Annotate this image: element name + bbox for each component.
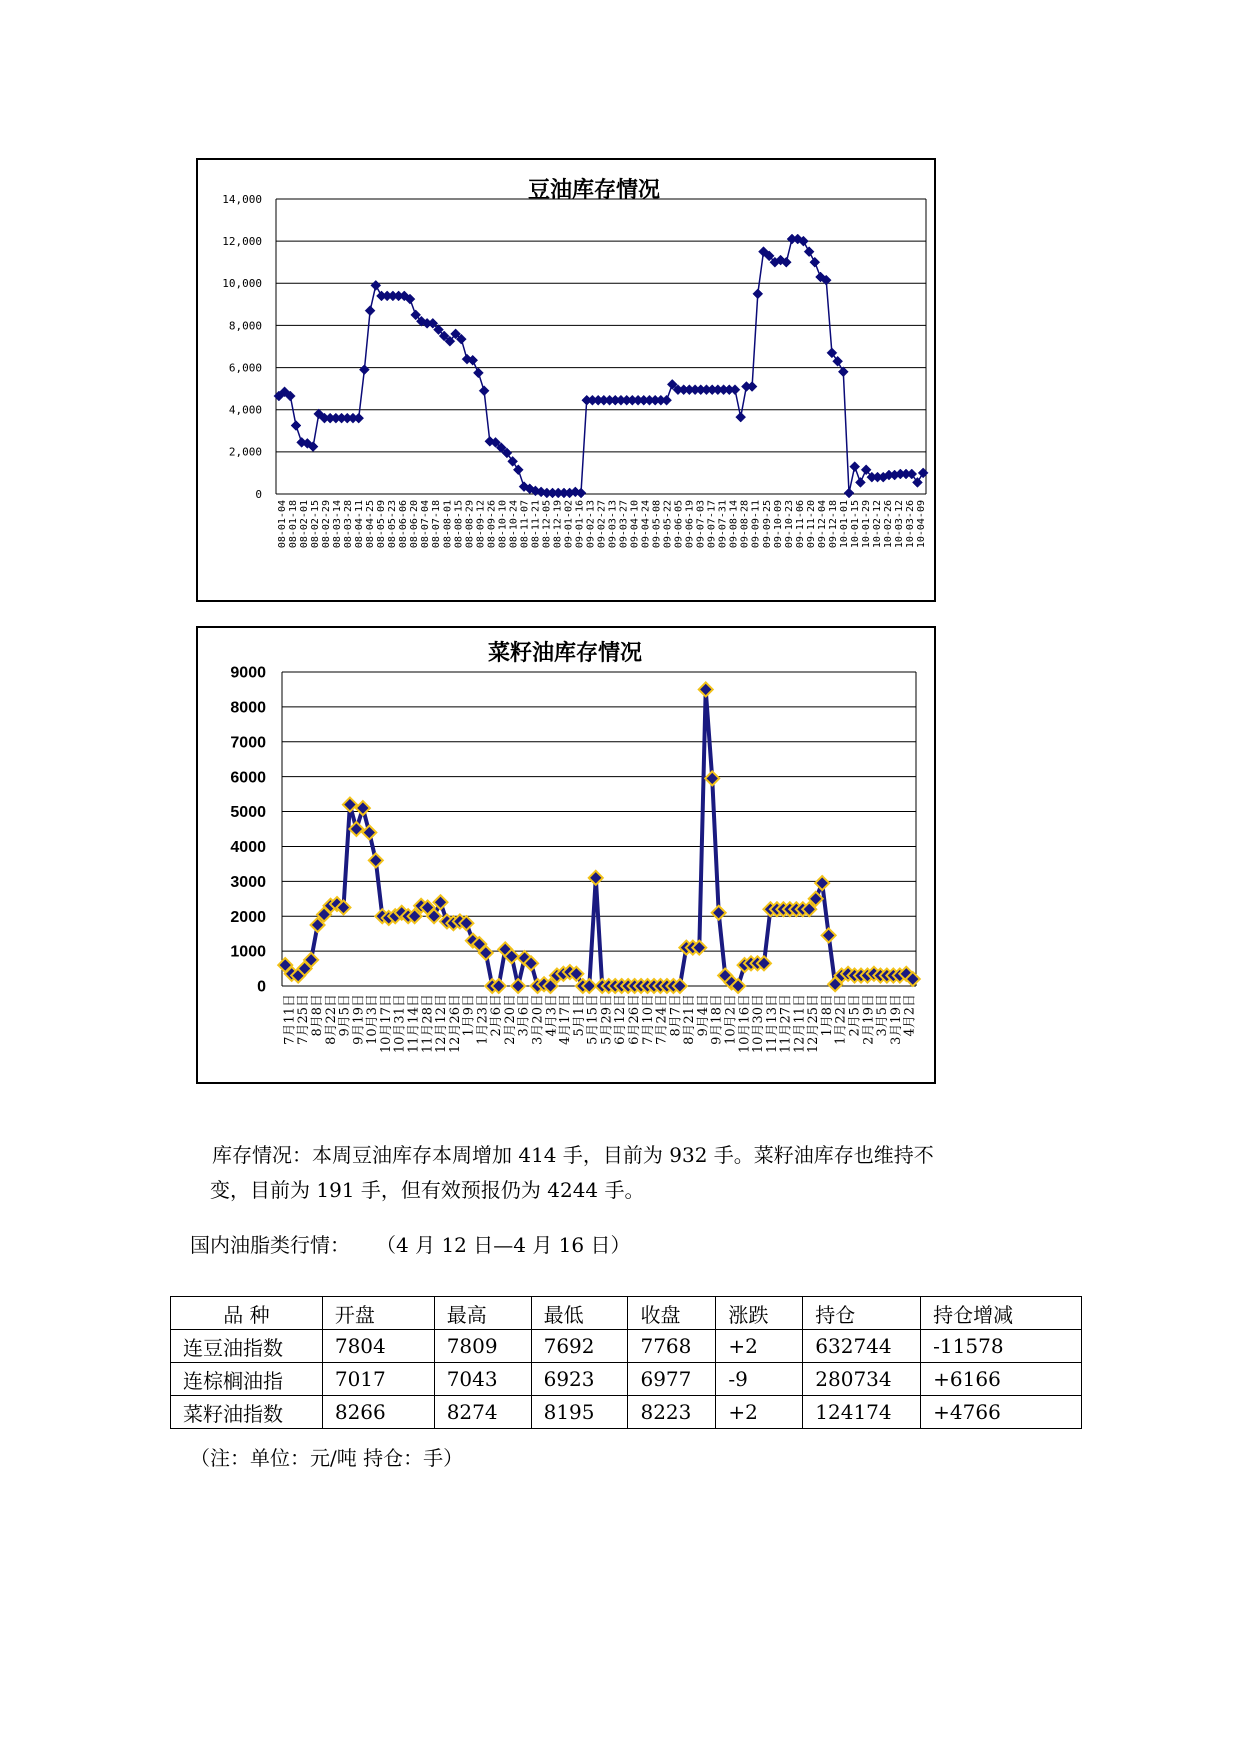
x-tick-label: 09-02-27 — [596, 500, 608, 549]
x-tick-label: 09-07-03 — [695, 500, 707, 549]
data-point — [511, 979, 525, 993]
data-point — [343, 798, 357, 812]
data-point — [747, 382, 757, 392]
x-tick-label: 11月13日 — [764, 994, 780, 1054]
data-point — [699, 682, 713, 696]
x-tick-label: 08-11-07 — [519, 500, 531, 549]
x-tick-label: 08-03-28 — [343, 500, 355, 549]
x-tick-label: 7月11日 — [282, 994, 298, 1045]
soybean-oil-chart-svg — [198, 160, 934, 600]
x-tick-label: 08-08-29 — [464, 500, 476, 549]
x-tick-label: 09-03-13 — [607, 500, 619, 549]
x-tick-label: 3月5日 — [875, 994, 891, 1037]
y-tick-label: 9000 — [230, 664, 266, 682]
table-header-row — [171, 1297, 1082, 1330]
x-tick-label: 09-12-18 — [827, 500, 839, 549]
data-point — [354, 413, 364, 423]
rapeseed-oil-chart-svg — [198, 628, 934, 1082]
x-tick-label: 1月9日 — [461, 994, 477, 1037]
unit-note: （注：单位：元/吨 持仓：手） — [190, 1446, 464, 1470]
table-row — [171, 1396, 1082, 1429]
x-tick-label: 8月22日 — [323, 994, 339, 1045]
y-tick-label: 8000 — [230, 699, 266, 717]
cell-open-interest: 124174 — [803, 1396, 921, 1429]
x-tick-label: 3月20日 — [530, 994, 546, 1045]
data-point — [356, 801, 370, 815]
oil-quotes-table — [170, 1296, 1082, 1429]
x-tick-label: 09-02-13 — [585, 500, 597, 549]
soybean-oil-inventory-chart — [196, 158, 936, 602]
y-tick-label: 8,000 — [228, 319, 262, 333]
x-tick-label: 08-07-18 — [431, 500, 443, 549]
x-tick-label: 1月8日 — [819, 994, 835, 1037]
x-tick-label: 09-06-19 — [684, 500, 696, 549]
x-tick-label: 08-02-29 — [321, 500, 333, 549]
y-tick-label: 0 — [255, 487, 262, 501]
x-tick-label: 5月1日 — [571, 994, 587, 1037]
cell-open-interest: 632744 — [803, 1330, 921, 1363]
x-tick-label: 08-12-19 — [552, 500, 564, 549]
header-low: 最低 — [531, 1297, 628, 1330]
x-tick-label: 6月12日 — [613, 994, 629, 1045]
x-tick-label: 09-05-22 — [662, 500, 674, 549]
x-tick-label: 12月26日 — [447, 994, 463, 1054]
x-tick-label: 08-03-14 — [332, 500, 344, 549]
y-tick-label: 2,000 — [228, 445, 262, 459]
cell-close: 7768 — [628, 1330, 716, 1363]
x-tick-label: 2月6日 — [489, 994, 505, 1037]
y-tick-label: 4,000 — [228, 403, 262, 417]
x-tick-label: 08-09-26 — [486, 500, 498, 549]
data-point — [662, 395, 672, 405]
x-tick-label: 3月19日 — [888, 994, 904, 1045]
market-heading — [190, 1229, 631, 1258]
x-tick-label: 11月14日 — [406, 994, 422, 1054]
y-tick-label: 5000 — [230, 804, 266, 822]
x-tick-label: 09-01-16 — [574, 500, 586, 549]
x-tick-label: 8月8日 — [310, 994, 326, 1037]
cell-change: +2 — [716, 1330, 803, 1363]
y-tick-label: 12,000 — [222, 234, 262, 248]
x-tick-label: 4月17日 — [558, 994, 574, 1045]
header-high: 最高 — [434, 1297, 531, 1330]
data-point — [833, 356, 843, 366]
x-tick-label: 4月2日 — [902, 994, 918, 1037]
y-tick-label: 1000 — [230, 943, 266, 961]
x-tick-label: 3月6日 — [516, 994, 532, 1037]
x-tick-label: 10月3日 — [365, 994, 381, 1045]
data-point — [838, 367, 848, 377]
header-variety: 品 种 — [171, 1297, 323, 1330]
header-open: 开盘 — [322, 1297, 434, 1330]
x-tick-label: 08-01-04 — [277, 500, 289, 549]
data-point — [736, 412, 746, 422]
x-tick-label: 09-09-11 — [750, 500, 762, 549]
x-tick-label: 10-01-15 — [849, 500, 861, 549]
data-point — [918, 468, 928, 478]
y-tick-label: 3000 — [230, 873, 266, 891]
data-point — [371, 280, 381, 290]
data-point — [291, 421, 301, 431]
cell-high: 7809 — [434, 1330, 531, 1363]
x-tick-label: 09-11-06 — [794, 500, 806, 549]
x-tick-label: 9月5日 — [337, 994, 353, 1037]
x-tick-label: 09-10-09 — [772, 500, 784, 549]
x-tick-label: 1月23日 — [475, 994, 491, 1045]
x-tick-label: 09-04-10 — [629, 500, 641, 549]
chart-title: 菜籽油库存情况 — [487, 641, 643, 666]
chart-title: 豆油库存情况 — [527, 178, 661, 203]
data-point — [804, 247, 814, 257]
x-tick-label: 10月30日 — [751, 994, 767, 1054]
x-tick-label: 11月27日 — [778, 994, 794, 1054]
x-tick-label: 08-04-11 — [354, 500, 366, 549]
y-tick-label: 4000 — [230, 839, 266, 857]
x-tick-label: 7月24日 — [654, 994, 670, 1045]
x-tick-label: 08-10-10 — [497, 500, 509, 549]
cell-oi-change: +4766 — [921, 1396, 1082, 1429]
data-point — [479, 386, 489, 396]
x-tick-label: 10-02-12 — [871, 500, 883, 549]
cell-change: -9 — [716, 1363, 803, 1396]
x-tick-label: 08-05-23 — [387, 500, 399, 549]
header-close: 收盘 — [628, 1297, 716, 1330]
x-tick-label: 4月3日 — [544, 994, 560, 1037]
data-point — [815, 876, 829, 890]
x-tick-label: 1月22日 — [833, 994, 849, 1045]
data-point — [844, 488, 854, 498]
inventory-paragraph — [210, 1138, 1000, 1208]
x-tick-label: 09-07-17 — [706, 500, 718, 549]
x-tick-label: 08-09-12 — [475, 500, 487, 549]
data-point — [912, 477, 922, 487]
x-tick-label: 09-05-08 — [651, 500, 663, 549]
cell-low: 7692 — [531, 1330, 628, 1363]
x-tick-label: 08-01-18 — [288, 500, 300, 549]
x-tick-label: 08-06-06 — [398, 500, 410, 549]
data-point — [359, 365, 369, 375]
x-tick-label: 8月21日 — [682, 994, 698, 1045]
table-row — [171, 1363, 1082, 1396]
cell-variety: 连棕榈油指 — [171, 1363, 323, 1396]
x-tick-label: 08-02-01 — [299, 500, 311, 549]
data-point — [907, 469, 917, 479]
x-tick-label: 5月29日 — [599, 994, 615, 1045]
cell-close: 8223 — [628, 1396, 716, 1429]
y-tick-label: 10,000 — [222, 277, 262, 291]
x-tick-label: 9月4日 — [695, 994, 711, 1037]
data-point — [589, 871, 603, 885]
cell-change: +2 — [716, 1396, 803, 1429]
data-point — [753, 289, 763, 299]
cell-open: 7804 — [322, 1330, 434, 1363]
data-point — [705, 771, 719, 785]
y-tick-label: 7000 — [230, 734, 266, 752]
data-point — [855, 477, 865, 487]
x-tick-label: 10-02-26 — [882, 500, 894, 549]
cell-oi-change: -11578 — [921, 1330, 1082, 1363]
x-tick-label: 09-08-28 — [739, 500, 751, 549]
x-tick-label: 2月19日 — [861, 994, 877, 1045]
data-point — [349, 822, 363, 836]
x-tick-label: 12月12日 — [434, 994, 450, 1054]
market-heading-title: 国内油脂类行情： — [190, 1233, 350, 1257]
x-tick-label: 5月15日 — [585, 994, 601, 1045]
x-tick-label: 9月18日 — [709, 994, 725, 1045]
cell-open: 8266 — [322, 1396, 434, 1429]
cell-high: 7043 — [434, 1363, 531, 1396]
data-point — [473, 368, 483, 378]
x-tick-label: 08-11-21 — [530, 500, 542, 549]
y-tick-label: 0 — [257, 978, 266, 996]
y-tick-label: 6,000 — [228, 361, 262, 375]
data-point — [827, 348, 837, 358]
cell-variety: 菜籽油指数 — [171, 1396, 323, 1429]
cell-high: 8274 — [434, 1396, 531, 1429]
data-point — [362, 825, 376, 839]
data-point — [822, 928, 836, 942]
data-point — [850, 462, 860, 472]
header-change: 涨跌 — [716, 1297, 803, 1330]
header-open-interest: 持仓 — [803, 1297, 921, 1330]
cell-oi-change: +6166 — [921, 1363, 1082, 1396]
x-tick-label: 09-01-02 — [563, 500, 575, 549]
x-tick-label: 08-08-01 — [442, 500, 454, 549]
series-line — [285, 689, 913, 986]
data-point — [365, 306, 375, 316]
cell-open: 7017 — [322, 1363, 434, 1396]
x-tick-label: 09-09-25 — [761, 500, 773, 549]
x-tick-label: 2月5日 — [847, 994, 863, 1037]
x-tick-label: 2月20日 — [502, 994, 518, 1045]
x-tick-label: 12月11日 — [792, 994, 808, 1054]
x-tick-label: 08-04-25 — [365, 500, 377, 549]
x-tick-label: 10月31日 — [392, 994, 408, 1054]
x-tick-label: 08-07-04 — [420, 500, 432, 549]
cell-close: 6977 — [628, 1363, 716, 1396]
x-tick-label: 12月25日 — [806, 994, 822, 1054]
x-tick-label: 09-06-05 — [673, 500, 685, 549]
cell-variety: 连豆油指数 — [171, 1330, 323, 1363]
x-tick-label: 09-03-27 — [618, 500, 630, 549]
x-tick-label: 7月10日 — [640, 994, 656, 1045]
x-tick-label: 08-12-05 — [541, 500, 553, 549]
paragraph-line-1: 库存情况：本周豆油库存本周增加 414 手，目前为 932 手。菜籽油库存也维持不 — [212, 1143, 934, 1167]
cell-low: 6923 — [531, 1363, 628, 1396]
x-tick-label: 10-03-12 — [893, 500, 905, 549]
x-tick-label: 10-01-01 — [838, 500, 850, 549]
x-tick-label: 10-01-29 — [860, 500, 872, 549]
header-oi-change: 持仓增减 — [921, 1297, 1082, 1330]
x-tick-label: 10-03-26 — [904, 500, 916, 549]
y-tick-label: 6000 — [230, 769, 266, 787]
x-tick-label: 08-02-15 — [310, 500, 322, 549]
market-heading-date-range: （4 月 12 日—4 月 16 日） — [386, 1233, 631, 1257]
x-tick-label: 11月28日 — [420, 994, 436, 1054]
x-tick-label: 09-04-24 — [640, 500, 652, 549]
x-tick-label: 08-10-24 — [508, 500, 520, 549]
table-row — [171, 1330, 1082, 1363]
x-tick-label: 9月19日 — [351, 994, 367, 1045]
x-tick-label: 09-08-14 — [728, 500, 740, 549]
x-tick-label: 08-08-15 — [453, 500, 465, 549]
x-tick-label: 8月7日 — [668, 994, 684, 1037]
y-tick-label: 14,000 — [222, 192, 262, 206]
x-tick-label: 09-11-20 — [805, 500, 817, 549]
rapeseed-oil-inventory-chart — [196, 626, 936, 1084]
data-point — [712, 906, 726, 920]
x-tick-label: 6月26日 — [627, 994, 643, 1045]
x-tick-label: 10月17日 — [378, 994, 394, 1054]
cell-open-interest: 280734 — [803, 1363, 921, 1396]
data-point — [730, 385, 740, 395]
x-tick-label: 10-04-09 — [915, 500, 927, 549]
x-tick-label: 09-12-04 — [816, 500, 828, 549]
y-tick-label: 2000 — [230, 908, 266, 926]
x-tick-label: 09-07-31 — [717, 500, 729, 549]
data-point — [369, 853, 383, 867]
data-point — [810, 257, 820, 267]
data-point — [508, 456, 518, 466]
x-tick-label: 10月16日 — [737, 994, 753, 1054]
x-tick-label: 08-05-09 — [376, 500, 388, 549]
paragraph-line-2: 变，目前为 191 手，但有效预报仍为 4244 手。 — [210, 1178, 645, 1202]
data-point — [513, 465, 523, 475]
x-tick-label: 08-06-20 — [409, 500, 421, 549]
cell-low: 8195 — [531, 1396, 628, 1429]
x-tick-label: 10月2日 — [723, 994, 739, 1045]
x-tick-label: 09-10-23 — [783, 500, 795, 549]
x-tick-label: 7月25日 — [296, 994, 312, 1045]
